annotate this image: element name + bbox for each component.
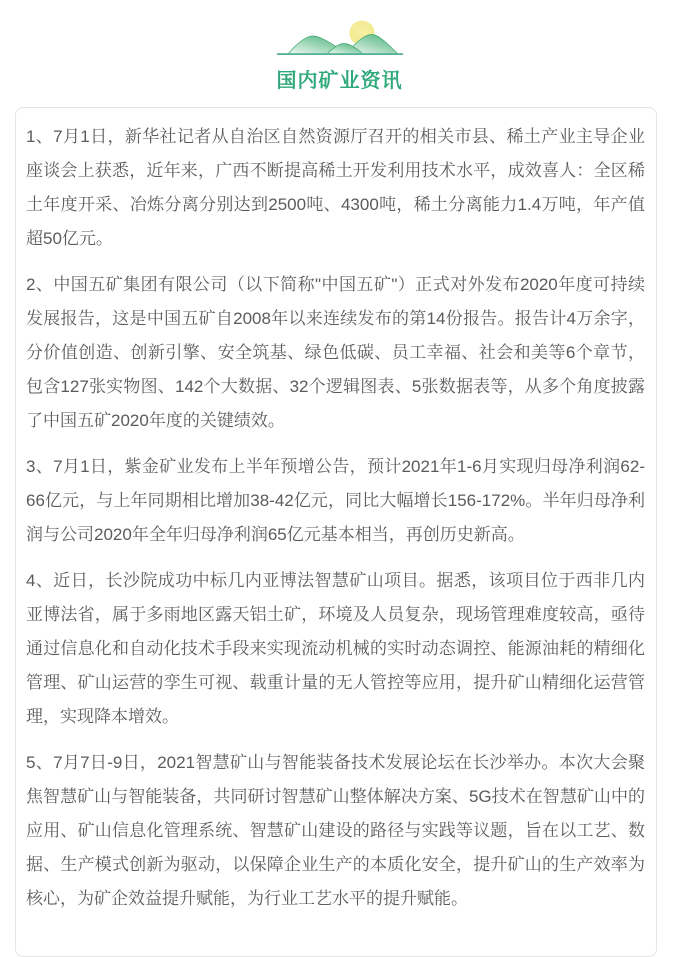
- news-card: [15, 107, 657, 957]
- brand-title: 国内矿业资讯: [276, 70, 403, 92]
- news-item: 5、7月7日-9日，2021智慧矿山与智能装备技术发展论坛在长沙举办。本次大会聚焦智慧矿山与智能装备，共同研讨智慧矿山整体解决方案、5G技术在智慧矿山中的应用、矿山信息化管理系统、智慧矿山建设的路径与实践等议题，旨在以工艺、数据、生产模式创新为驱动，以保障企业生产的本质化安全，提升矿山的生产效率为核心，为矿企效益提升赋能，为行业工艺水平的提升赋能。: [26, 753, 645, 908]
- news-item: 1、7月1日，新华社记者从自治区自然资源厅召开的相关市县、稀土产业主导企业座谈会上获悉，近年来，广西不断提高稀土开发利用技术水平，成效喜人：全区稀土年度开采、冶炼分离分别达到2500吨、4300吨，稀土分离能力1.4万吨，年产值超50亿元。: [26, 127, 645, 248]
- logo-baseline: [277, 53, 403, 55]
- mountain-sun-logo-icon: [272, 16, 408, 58]
- news-item: 4、近日，长沙院成功中标几内亚博法智慧矿山项目。据悉，该项目位于西非几内亚博法省，属于多雨地区露天铝土矿，环境及人员复杂，现场管理难度较高，亟待通过信息化和自动化技术手段来实现流动机械的实时动态调控、能源油耗的精细化管理、矿山运营的孪生可视、载重计量的无人管控等应用，提升矿山精细化运营管理，实现降本增效。: [26, 571, 645, 726]
- brand-header: [0, 0, 679, 93]
- news-item: 2、中国五矿集团有限公司（以下简称"中国五矿"）正式对外发布2020年度可持续发展报告，这是中国五矿自2008年以来连续发布的第14份报告。报告计4万余字，分价值创造、创新引擎、安全筑基、绿色低碳、员工幸福、社会和美等6个章节，包含127张实物图、142个大数据、32个逻辑图表、5张数据表等，从多个角度披露了中国五矿2020年度的关键绩效。: [26, 275, 645, 430]
- news-item: 3、7月1日，紫金矿业发布上半年预增公告，预计2021年1-6月实现归母净利润62-66亿元，与上年同期相比增加38-42亿元，同比大幅增长156-172%。半年归母净利润与公司2020年全年归母净利润65亿元基本相当，再创历史新高。: [26, 457, 645, 544]
